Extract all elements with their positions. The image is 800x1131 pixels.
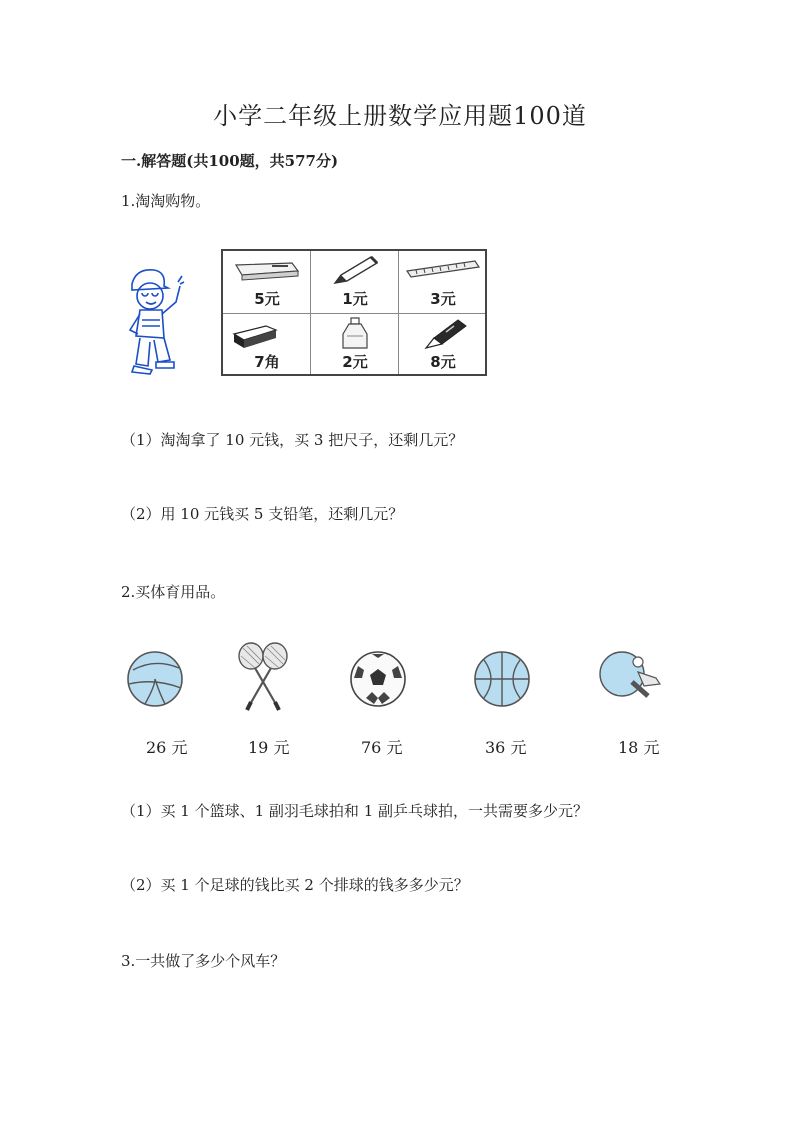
sharpener-icon [228,320,288,350]
soccer-ball-price: 76 元 [361,738,403,757]
volleyball-icon [125,648,185,710]
pencil-icon [325,255,385,287]
badminton-price: 19 元 [248,738,290,757]
price-label: 5元 [254,290,280,308]
shop-item-eraser [223,251,311,313]
question-2-title: 2.买体育用品。 [121,583,226,601]
price-label: 7角 [254,353,280,371]
basketball-icon [472,648,532,710]
basketball-price: 36 元 [485,738,527,757]
price-label: 1元 [342,290,368,308]
shop-price-grid [221,249,487,376]
ping-pong-price: 18 元 [618,738,660,757]
question-1-part-2: （2）用 10 元钱买 5 支铅笔，还剩几元？ [121,505,404,523]
price-label: 8元 [430,353,456,371]
question-2-part-2: （2）买 1 个足球的钱比买 2 个排球的钱多多少元？ [121,876,469,894]
badminton-rackets-icon [233,642,293,714]
volleyball-price: 26 元 [146,738,188,757]
shop-item-glue [311,314,399,376]
price-label: 3元 [430,290,456,308]
section-heading: 一.解答题(共100题，共577分) [121,152,339,170]
eraser-icon [232,257,302,283]
shop-item-pencil [311,251,399,313]
page-title: 小学二年级上册数学应用题100道 [213,102,587,130]
price-label: 2元 [342,353,368,371]
ping-pong-paddles-icon [598,648,664,710]
question-3-title: 3.一共做了多少个风车？ [121,952,286,970]
soccer-ball-icon [348,648,408,710]
shop-item-sharpener [223,314,311,376]
question-2-part-1: （1）买 1 个篮球、1 副羽毛球拍和 1 副乒乓球拍，一共需要多少元？ [121,802,589,820]
shop-item-fountain-pen [399,314,487,376]
question-1-part-1: （1）淘淘拿了 10 元钱，买 3 把尺子，还剩几元？ [121,431,464,449]
ruler-icon [405,257,481,281]
fountain-pen-icon [416,316,470,350]
boy-illustration-icon [124,262,186,380]
shop-item-ruler [399,251,487,313]
question-1-title: 1.淘淘购物。 [121,192,211,210]
glue-bottle-icon [337,316,373,350]
